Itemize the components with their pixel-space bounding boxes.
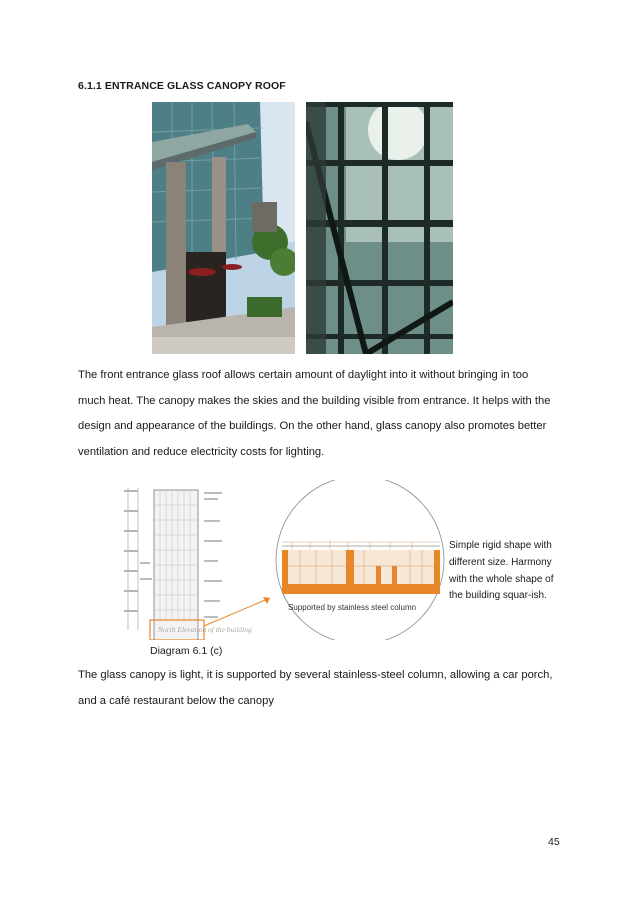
section-heading: 6.1.1 ENTRANCE GLASS CANOPY ROOF bbox=[78, 80, 286, 92]
diagram-figure bbox=[120, 480, 460, 640]
diagram-note: Simple rigid shape with different size. Harmony with the whole shape of the building squar-ish. bbox=[449, 540, 554, 602]
exterior-photo bbox=[152, 102, 295, 354]
elevation-caption: North Elevation of the building bbox=[158, 625, 252, 634]
page-number: 45 bbox=[548, 836, 560, 848]
paragraph-support: The glass canopy is light, it is supported by several stainless-steel column, allowing a car porch, and a café restaurant below the canopy bbox=[78, 669, 553, 707]
canopy-photo-graphic bbox=[306, 102, 453, 354]
elevation-drawing bbox=[120, 480, 460, 640]
canopy-photo bbox=[306, 102, 453, 354]
paragraph-intro: The front entrance glass roof allows certain amount of daylight into it without bringing in too much heat. The canopy makes the skies and the building visible from entrance. It helps with the design and appearance of the buildings. On the other hand, glass canopy also promotes better ventilation and reduce electricity costs for lighting. bbox=[78, 369, 551, 458]
exterior-photo-graphic bbox=[152, 102, 295, 354]
detail-caption: Supported by stainless steel column bbox=[288, 603, 417, 612]
diagram-caption: Diagram 6.1 (c) bbox=[150, 645, 223, 657]
